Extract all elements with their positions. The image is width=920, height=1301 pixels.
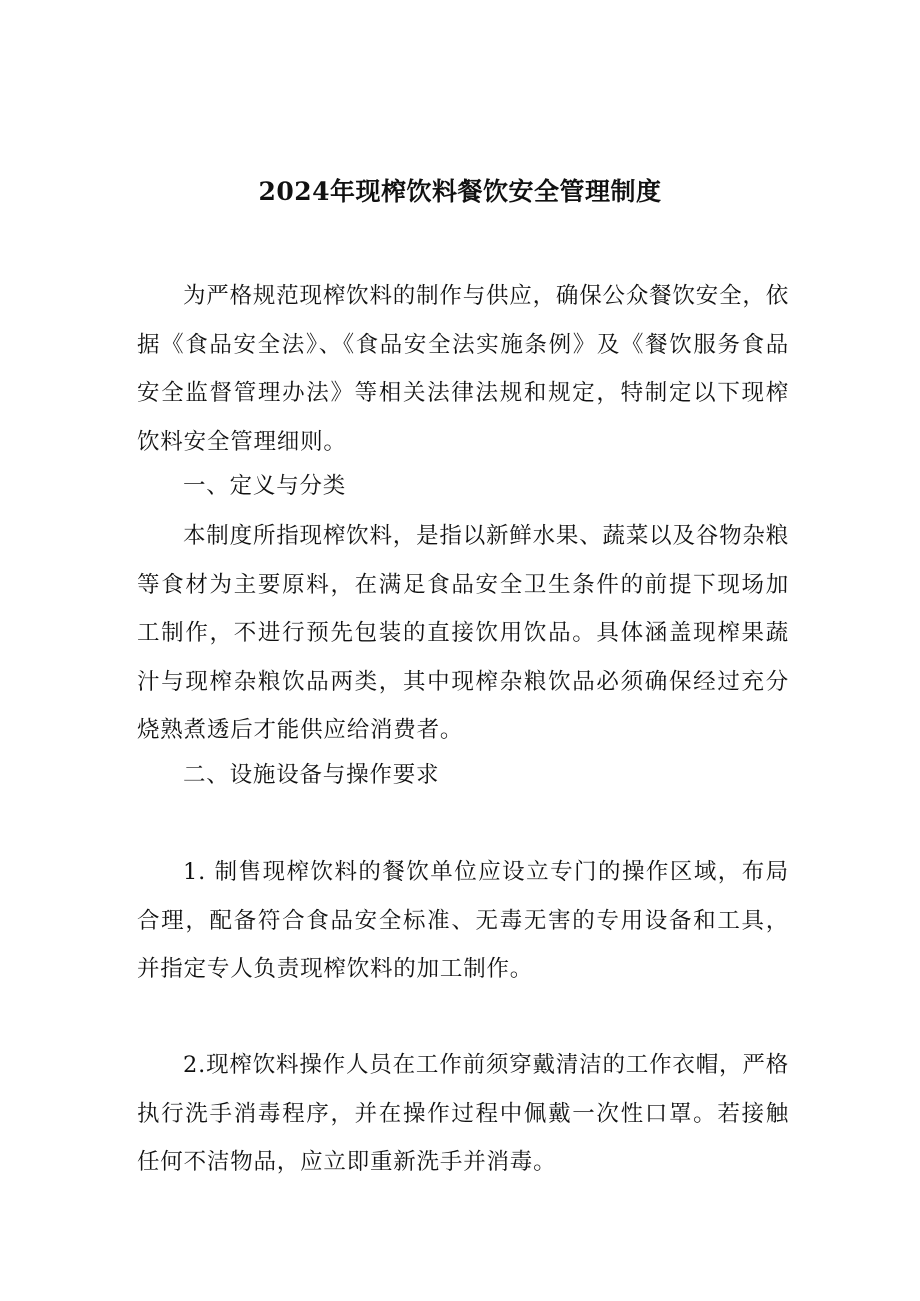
section2-item-2: 2.现榨饮料操作人员在工作前须穿戴清洁的工作衣帽，严格执行洗手消毒程序，并在操作过程中佩戴一次性口罩。若接触任何不洁物品，应立即重新洗手并消毒。: [137, 1052, 789, 1175]
document-title: 2024年现榨饮料餐饮安全管理制度: [258, 177, 662, 206]
section1-heading: 一、定义与分类: [183, 473, 347, 499]
section2-heading: 二、设施设备与操作要求: [183, 762, 440, 788]
section2-item-1: 1. 制售现榨饮料的餐饮单位应设立专门的操作区域，布局合理，配备符合食品安全标准、无毒无害的专用设备和工具，并指定专人负责现榨饮料的加工制作。: [137, 859, 789, 982]
intro-paragraph: 为严格规范现榨饮料的制作与供应，确保公众餐饮安全，依据《食品安全法》、《食品安全法实施条例》及《餐饮服务食品安全监督管理办法》等相关法律法规和规定，特制定以下现榨饮料安全管理细则。: [137, 283, 789, 455]
section1-paragraph: 本制度所指现榨饮料，是指以新鲜水果、蔬菜以及谷物杂粮等食材为主要原料，在满足食品安全卫生条件的前提下现场加工制作，不进行预先包装的直接饮用饮品。具体涵盖现榨果蔬汁与现榨杂粮饮品两类，其中现榨杂粮饮品必须确保经过充分烧熟煮透后才能供应给消费者。: [137, 523, 789, 743]
